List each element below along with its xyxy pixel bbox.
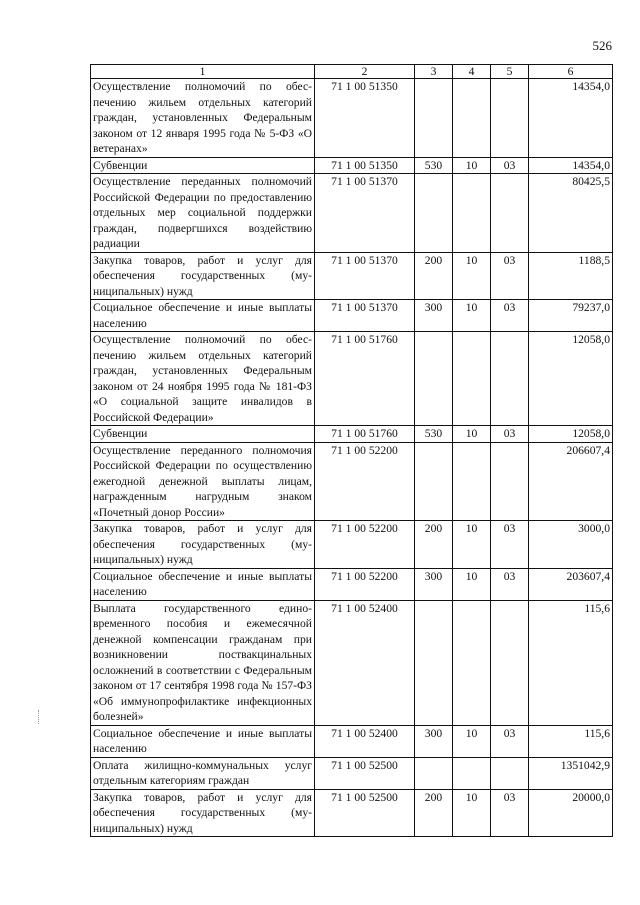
amount: 203607,4 xyxy=(529,568,613,600)
target-article-code: 71 1 00 51350 xyxy=(315,79,415,158)
table-row xyxy=(91,252,613,300)
section-code xyxy=(453,600,491,725)
expense-type-code xyxy=(415,79,453,158)
subsection-code: 03 xyxy=(491,521,529,569)
amount: 20000,0 xyxy=(529,789,613,837)
subsection-code xyxy=(491,757,529,789)
table-row xyxy=(91,442,613,521)
item-name: Осуществление полномочий по обеспечению жильем отдельных категорий граждан, установленных Федеральным законом от 24 ноября 1995 года № 181-ФЗ «О социальной защите инвалидов в Российской Федерации» xyxy=(91,332,315,426)
column-header: 1 xyxy=(91,65,315,79)
item-name: Закупка товаров, работ и услуг для обеспечения государственных (муниципальных) нужд xyxy=(91,789,315,837)
column-header: 4 xyxy=(453,65,491,79)
section-code: 10 xyxy=(453,568,491,600)
item-name: Осуществление переданных полномочий Российской Федерации по предоставлению отдельных мер социальной поддержки граждан, подвергшихся воздействию радиации xyxy=(91,174,315,253)
table-row xyxy=(91,79,613,158)
section-code: 10 xyxy=(453,300,491,332)
target-article-code: 71 1 00 52500 xyxy=(315,789,415,837)
expense-type-code: 200 xyxy=(415,252,453,300)
section-code: 10 xyxy=(453,789,491,837)
table-row xyxy=(91,568,613,600)
target-article-code: 71 1 00 51370 xyxy=(315,174,415,253)
page-number: 526 xyxy=(592,38,612,53)
table-row xyxy=(91,757,613,789)
amount: 12058,0 xyxy=(529,332,613,426)
table-row xyxy=(91,426,613,443)
section-code: 10 xyxy=(453,521,491,569)
subsection-code: 03 xyxy=(491,789,529,837)
section-code xyxy=(453,442,491,521)
expense-type-code: 200 xyxy=(415,789,453,837)
budget-table xyxy=(90,64,613,837)
amount: 1188,5 xyxy=(529,252,613,300)
item-name: Закупка товаров, работ и услуг для обеспечения государственных (муниципальных) нужд xyxy=(91,521,315,569)
target-article-code: 71 1 00 52200 xyxy=(315,521,415,569)
target-article-code: 71 1 00 52200 xyxy=(315,442,415,521)
expense-type-code: 300 xyxy=(415,568,453,600)
column-header: 2 xyxy=(315,65,415,79)
expense-type-code: 300 xyxy=(415,300,453,332)
table-row xyxy=(91,789,613,837)
section-code xyxy=(453,79,491,158)
item-name: Социальное обеспечение и иные выплаты населению xyxy=(91,568,315,600)
item-name: Субвенции xyxy=(91,157,315,174)
expense-type-code: 530 xyxy=(415,157,453,174)
target-article-code: 71 1 00 51760 xyxy=(315,426,415,443)
item-name: Оплата жилищно-коммунальных услуг отдельным категориям граждан xyxy=(91,757,315,789)
amount: 115,6 xyxy=(529,725,613,757)
expense-type-code xyxy=(415,442,453,521)
section-code: 10 xyxy=(453,157,491,174)
table-header-row xyxy=(91,65,613,79)
amount: 80425,5 xyxy=(529,174,613,253)
subsection-code: 03 xyxy=(491,252,529,300)
expense-type-code: 300 xyxy=(415,725,453,757)
target-article-code: 71 1 00 52500 xyxy=(315,757,415,789)
column-header: 6 xyxy=(529,65,613,79)
target-article-code: 71 1 00 52400 xyxy=(315,600,415,725)
section-code xyxy=(453,174,491,253)
item-name: Социальное обеспечение и иные выплаты населению xyxy=(91,725,315,757)
table-row xyxy=(91,157,613,174)
target-article-code: 71 1 00 52400 xyxy=(315,725,415,757)
target-article-code: 71 1 00 51370 xyxy=(315,252,415,300)
section-code: 10 xyxy=(453,426,491,443)
amount: 1351042,9 xyxy=(529,757,613,789)
target-article-code: 71 1 00 51370 xyxy=(315,300,415,332)
item-name: Субвенции xyxy=(91,426,315,443)
item-name: Осуществление полномочий по обеспечению жильем отдельных категорий граждан, установленных Федеральным законом от 12 января 1995 года № 5-ФЗ «О ветеранах» xyxy=(91,79,315,158)
amount: 14354,0 xyxy=(529,157,613,174)
subsection-code: 03 xyxy=(491,157,529,174)
expense-type-code: 200 xyxy=(415,521,453,569)
amount: 3000,0 xyxy=(529,521,613,569)
amount: 115,6 xyxy=(529,600,613,725)
column-header: 3 xyxy=(415,65,453,79)
table-row xyxy=(91,521,613,569)
amount: 12058,0 xyxy=(529,426,613,443)
subsection-code: 03 xyxy=(491,300,529,332)
table-row xyxy=(91,332,613,426)
section-code: 10 xyxy=(453,725,491,757)
table-row xyxy=(91,174,613,253)
subsection-code xyxy=(491,174,529,253)
item-name: Осуществление переданного полномочия Российской Федерации по осуществлению ежегодной денежной выплаты лицам, награжденным нагрудным знаком «Почетный донор России» xyxy=(91,442,315,521)
expense-type-code xyxy=(415,174,453,253)
subsection-code xyxy=(491,600,529,725)
item-name: Социальное обеспечение и иные выплаты населению xyxy=(91,300,315,332)
table-row xyxy=(91,300,613,332)
item-name: Закупка товаров, работ и услуг для обеспечения государственных (муниципальных) нужд xyxy=(91,252,315,300)
subsection-code: 03 xyxy=(491,725,529,757)
table-row xyxy=(91,725,613,757)
expense-type-code: 530 xyxy=(415,426,453,443)
target-article-code: 71 1 00 51760 xyxy=(315,332,415,426)
item-name: Выплата государственного единовременного пособия и ежемесячной денежной компенсации гражданам при возникновении поствакцинальных осложнений в соответствии с Федеральным законом от 17 сентября 1998 года № 157-ФЗ «Об иммунопрофилактике инфекционных болезней» xyxy=(91,600,315,725)
amount: 206607,4 xyxy=(529,442,613,521)
target-article-code: 71 1 00 52200 xyxy=(315,568,415,600)
target-article-code: 71 1 00 51350 xyxy=(315,157,415,174)
subsection-code: 03 xyxy=(491,568,529,600)
column-header: 5 xyxy=(491,65,529,79)
section-code: 10 xyxy=(453,252,491,300)
section-code xyxy=(453,757,491,789)
section-code xyxy=(453,332,491,426)
subsection-code xyxy=(491,332,529,426)
amount: 79237,0 xyxy=(529,300,613,332)
subsection-code xyxy=(491,79,529,158)
margin-mark xyxy=(38,710,40,724)
expense-type-code xyxy=(415,332,453,426)
expense-type-code xyxy=(415,757,453,789)
subsection-code: 03 xyxy=(491,426,529,443)
expense-type-code xyxy=(415,600,453,725)
subsection-code xyxy=(491,442,529,521)
table-row xyxy=(91,600,613,725)
amount: 14354,0 xyxy=(529,79,613,158)
